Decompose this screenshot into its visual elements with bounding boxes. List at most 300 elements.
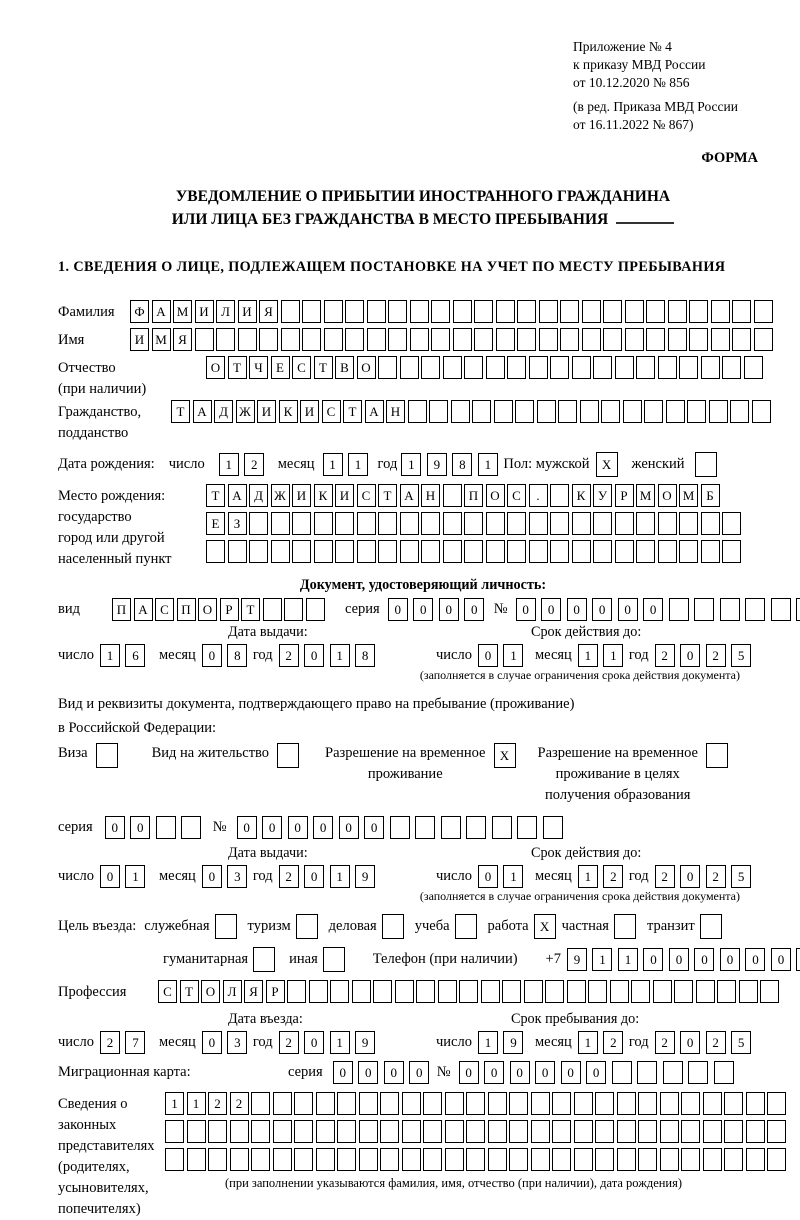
char-cell[interactable] [464,512,483,535]
char-cell[interactable] [574,1148,593,1171]
char-cell[interactable] [292,540,311,563]
char-cell[interactable]: Е [271,356,290,379]
char-cell[interactable]: 0 [694,948,714,971]
char-cell[interactable]: 0 [202,1031,222,1054]
char-cell[interactable] [395,980,414,1003]
char-cell[interactable] [380,1120,399,1143]
char-cell[interactable] [709,400,728,423]
char-cell[interactable]: Н [421,484,440,507]
char-cell[interactable] [345,300,364,323]
char-cell[interactable] [701,356,720,379]
char-cell[interactable]: 8 [452,453,472,476]
char-cell[interactable]: 1 [578,1031,598,1054]
char-cell[interactable] [263,598,282,621]
char-cell[interactable] [324,300,343,323]
char-cell[interactable] [722,512,741,535]
char-cell[interactable] [732,328,751,351]
char-cell[interactable]: Р [266,980,285,1003]
char-cell[interactable] [423,1148,442,1171]
char-cell[interactable] [588,980,607,1003]
char-cell[interactable] [309,980,328,1003]
char-cell[interactable] [464,356,483,379]
char-cell[interactable] [345,328,364,351]
char-cell[interactable] [552,1148,571,1171]
char-cell[interactable] [668,328,687,351]
char-cell[interactable] [543,816,563,839]
char-cell[interactable]: 0 [618,598,638,621]
char-cell[interactable] [638,1120,657,1143]
char-cell[interactable] [752,400,771,423]
char-cell[interactable] [615,540,634,563]
char-cell[interactable] [441,816,461,839]
char-cell[interactable]: Р [220,598,239,621]
char-cell[interactable] [380,1092,399,1115]
char-cell[interactable] [421,356,440,379]
char-cell[interactable]: Д [249,484,268,507]
char-cell[interactable]: 1 [478,1031,498,1054]
char-cell[interactable] [722,356,741,379]
char-cell[interactable] [367,328,386,351]
char-cell[interactable] [739,980,758,1003]
char-cell[interactable] [251,1120,270,1143]
char-cell[interactable] [509,1120,528,1143]
char-cell[interactable]: С [292,356,311,379]
char-cell[interactable] [703,1120,722,1143]
char-cell[interactable] [696,980,715,1003]
purpose-other-checkbox[interactable] [323,947,345,972]
char-cell[interactable] [531,1148,550,1171]
char-cell[interactable] [722,540,741,563]
char-cell[interactable] [552,1120,571,1143]
char-cell[interactable]: 5 [731,865,751,888]
temp-residence-education-checkbox[interactable] [706,743,728,768]
char-cell[interactable] [515,400,534,423]
char-cell[interactable] [443,540,462,563]
char-cell[interactable]: Т [206,484,225,507]
char-cell[interactable]: Н [386,400,405,423]
char-cell[interactable] [625,300,644,323]
char-cell[interactable] [582,300,601,323]
char-cell[interactable] [337,1092,356,1115]
char-cell[interactable]: Я [173,328,192,351]
char-cell[interactable] [595,1092,614,1115]
char-cell[interactable] [552,1092,571,1115]
purpose-work-checkbox[interactable]: X [534,914,556,939]
char-cell[interactable]: Е [206,512,225,535]
char-cell[interactable]: О [357,356,376,379]
char-cell[interactable]: 2 [655,865,675,888]
char-cell[interactable]: 1 [348,453,368,476]
char-cell[interactable]: 5 [731,644,751,667]
char-cell[interactable] [373,980,392,1003]
purpose-private-checkbox[interactable] [614,914,636,939]
char-cell[interactable] [701,512,720,535]
char-cell[interactable]: 0 [561,1061,581,1084]
char-cell[interactable] [746,1120,765,1143]
char-cell[interactable]: 0 [586,1061,606,1084]
char-cell[interactable] [357,540,376,563]
char-cell[interactable]: О [198,598,217,621]
char-cell[interactable] [443,356,462,379]
char-cell[interactable] [701,540,720,563]
char-cell[interactable]: 0 [413,598,433,621]
char-cell[interactable]: 0 [202,865,222,888]
char-cell[interactable] [724,1092,743,1115]
char-cell[interactable] [281,328,300,351]
char-cell[interactable]: У [593,484,612,507]
visa-checkbox[interactable] [96,743,118,768]
char-cell[interactable]: И [195,300,214,323]
char-cell[interactable]: 0 [439,598,459,621]
char-cell[interactable]: Т [343,400,362,423]
char-cell[interactable] [796,948,800,971]
char-cell[interactable] [679,512,698,535]
char-cell[interactable]: М [636,484,655,507]
char-cell[interactable] [711,300,730,323]
char-cell[interactable] [517,328,536,351]
char-cell[interactable] [658,356,677,379]
char-cell[interactable]: 3 [227,1031,247,1054]
char-cell[interactable]: 0 [262,816,282,839]
char-cell[interactable] [637,1061,657,1084]
char-cell[interactable] [337,1120,356,1143]
char-cell[interactable] [410,300,429,323]
char-cell[interactable]: 2 [230,1092,249,1115]
char-cell[interactable] [316,1120,335,1143]
char-cell[interactable] [617,1092,636,1115]
char-cell[interactable]: И [335,484,354,507]
char-cell[interactable]: Д [214,400,233,423]
char-cell[interactable] [388,328,407,351]
char-cell[interactable]: 0 [680,1031,700,1054]
char-cell[interactable] [771,598,791,621]
char-cell[interactable] [617,1148,636,1171]
char-cell[interactable] [625,328,644,351]
char-cell[interactable]: 0 [464,598,484,621]
char-cell[interactable]: 0 [333,1061,353,1084]
char-cell[interactable] [380,1148,399,1171]
char-cell[interactable] [668,300,687,323]
char-cell[interactable]: 6 [125,644,145,667]
char-cell[interactable] [644,400,663,423]
char-cell[interactable] [388,300,407,323]
char-cell[interactable] [595,1120,614,1143]
char-cell[interactable] [681,1092,700,1115]
char-cell[interactable] [249,540,268,563]
char-cell[interactable] [550,540,569,563]
char-cell[interactable] [745,598,765,621]
char-cell[interactable]: Т [171,400,190,423]
char-cell[interactable] [687,400,706,423]
char-cell[interactable] [486,356,505,379]
char-cell[interactable] [324,328,343,351]
char-cell[interactable] [558,400,577,423]
char-cell[interactable] [623,400,642,423]
char-cell[interactable] [466,816,486,839]
char-cell[interactable]: А [193,400,212,423]
char-cell[interactable] [402,1092,421,1115]
char-cell[interactable]: О [486,484,505,507]
char-cell[interactable] [754,300,773,323]
char-cell[interactable]: 0 [409,1061,429,1084]
char-cell[interactable] [529,540,548,563]
char-cell[interactable]: 0 [745,948,765,971]
char-cell[interactable] [603,300,622,323]
char-cell[interactable]: П [464,484,483,507]
char-cell[interactable]: С [158,980,177,1003]
char-cell[interactable] [251,1092,270,1115]
char-cell[interactable] [378,540,397,563]
char-cell[interactable] [720,598,740,621]
char-cell[interactable]: 0 [388,598,408,621]
char-cell[interactable] [230,1120,249,1143]
char-cell[interactable] [494,400,513,423]
char-cell[interactable] [507,540,526,563]
char-cell[interactable] [357,512,376,535]
char-cell[interactable] [631,980,650,1003]
char-cell[interactable] [390,816,410,839]
char-cell[interactable] [496,328,515,351]
char-cell[interactable]: 0 [484,1061,504,1084]
char-cell[interactable]: 2 [706,1031,726,1054]
char-cell[interactable] [378,356,397,379]
char-cell[interactable] [502,980,521,1003]
char-cell[interactable]: 1 [603,644,623,667]
char-cell[interactable]: Т [314,356,333,379]
char-cell[interactable]: И [292,484,311,507]
char-cell[interactable] [429,400,448,423]
char-cell[interactable] [711,328,730,351]
char-cell[interactable]: 0 [304,1031,324,1054]
char-cell[interactable] [582,328,601,351]
char-cell[interactable] [459,980,478,1003]
char-cell[interactable]: 1 [401,453,421,476]
char-cell[interactable] [466,1148,485,1171]
char-cell[interactable] [453,328,472,351]
char-cell[interactable]: 1 [478,453,498,476]
char-cell[interactable] [732,300,751,323]
char-cell[interactable] [359,1120,378,1143]
sex-female-checkbox[interactable] [695,452,717,477]
char-cell[interactable] [445,1092,464,1115]
char-cell[interactable] [208,1148,227,1171]
char-cell[interactable] [486,540,505,563]
char-cell[interactable] [572,540,591,563]
char-cell[interactable] [431,300,450,323]
char-cell[interactable]: 5 [731,1031,751,1054]
char-cell[interactable] [228,540,247,563]
char-cell[interactable]: 0 [541,598,561,621]
char-cell[interactable] [509,1092,528,1115]
char-cell[interactable] [466,1120,485,1143]
char-cell[interactable] [359,1148,378,1171]
char-cell[interactable] [273,1120,292,1143]
purpose-study-checkbox[interactable] [455,914,477,939]
char-cell[interactable] [658,540,677,563]
char-cell[interactable] [284,598,303,621]
char-cell[interactable] [302,300,321,323]
char-cell[interactable]: З [228,512,247,535]
char-cell[interactable] [539,328,558,351]
char-cell[interactable] [531,1092,550,1115]
char-cell[interactable] [689,328,708,351]
char-cell[interactable] [724,1148,743,1171]
char-cell[interactable]: 2 [706,644,726,667]
char-cell[interactable]: 0 [358,1061,378,1084]
char-cell[interactable] [612,1061,632,1084]
char-cell[interactable] [636,356,655,379]
char-cell[interactable] [593,356,612,379]
char-cell[interactable] [767,1092,786,1115]
char-cell[interactable] [615,356,634,379]
char-cell[interactable] [335,512,354,535]
char-cell[interactable] [694,598,714,621]
char-cell[interactable]: Ф [130,300,149,323]
char-cell[interactable] [507,512,526,535]
char-cell[interactable]: 2 [244,453,264,476]
char-cell[interactable]: К [314,484,333,507]
char-cell[interactable] [703,1092,722,1115]
char-cell[interactable] [679,356,698,379]
char-cell[interactable]: 2 [603,1031,623,1054]
char-cell[interactable] [488,1120,507,1143]
char-cell[interactable] [352,980,371,1003]
char-cell[interactable]: 0 [478,865,498,888]
char-cell[interactable]: Ж [236,400,255,423]
char-cell[interactable] [464,540,483,563]
char-cell[interactable]: М [679,484,698,507]
char-cell[interactable] [453,300,472,323]
char-cell[interactable] [292,512,311,535]
char-cell[interactable] [335,540,354,563]
char-cell[interactable]: К [279,400,298,423]
char-cell[interactable]: 0 [643,598,663,621]
char-cell[interactable]: 0 [516,598,536,621]
char-cell[interactable]: Л [223,980,242,1003]
char-cell[interactable]: А [228,484,247,507]
char-cell[interactable] [306,598,325,621]
char-cell[interactable]: М [173,300,192,323]
char-cell[interactable] [281,300,300,323]
char-cell[interactable] [402,1120,421,1143]
char-cell[interactable]: А [400,484,419,507]
char-cell[interactable] [251,1148,270,1171]
char-cell[interactable] [760,980,779,1003]
char-cell[interactable]: 1 [125,865,145,888]
char-cell[interactable]: 8 [227,644,247,667]
char-cell[interactable] [539,300,558,323]
char-cell[interactable]: О [658,484,677,507]
char-cell[interactable] [216,328,235,351]
char-cell[interactable]: 2 [279,644,299,667]
char-cell[interactable]: 0 [304,644,324,667]
char-cell[interactable] [603,328,622,351]
char-cell[interactable]: П [177,598,196,621]
char-cell[interactable]: 1 [219,453,239,476]
char-cell[interactable] [610,980,629,1003]
char-cell[interactable] [488,1148,507,1171]
char-cell[interactable]: 0 [130,816,150,839]
char-cell[interactable]: И [257,400,276,423]
char-cell[interactable] [574,1092,593,1115]
char-cell[interactable]: . [529,484,548,507]
char-cell[interactable]: И [130,328,149,351]
char-cell[interactable] [681,1148,700,1171]
char-cell[interactable] [330,980,349,1003]
char-cell[interactable] [431,328,450,351]
char-cell[interactable]: Л [216,300,235,323]
char-cell[interactable] [294,1120,313,1143]
char-cell[interactable]: 9 [503,1031,523,1054]
char-cell[interactable]: 8 [355,644,375,667]
char-cell[interactable]: 0 [643,948,663,971]
char-cell[interactable]: Т [378,484,397,507]
char-cell[interactable]: С [155,598,174,621]
char-cell[interactable] [472,400,491,423]
char-cell[interactable]: 0 [592,598,612,621]
char-cell[interactable] [689,300,708,323]
char-cell[interactable] [443,484,462,507]
char-cell[interactable]: 0 [535,1061,555,1084]
char-cell[interactable] [550,484,569,507]
char-cell[interactable]: 0 [680,865,700,888]
char-cell[interactable]: 2 [655,644,675,667]
char-cell[interactable] [208,1120,227,1143]
char-cell[interactable] [714,1061,734,1084]
char-cell[interactable] [529,512,548,535]
char-cell[interactable] [537,400,556,423]
char-cell[interactable] [187,1148,206,1171]
char-cell[interactable]: С [357,484,376,507]
char-cell[interactable]: 0 [478,644,498,667]
purpose-tourism-checkbox[interactable] [296,914,318,939]
char-cell[interactable]: 7 [125,1031,145,1054]
char-cell[interactable]: 1 [578,865,598,888]
char-cell[interactable] [567,980,586,1003]
char-cell[interactable] [423,1092,442,1115]
char-cell[interactable]: 9 [355,865,375,888]
char-cell[interactable] [230,1148,249,1171]
char-cell[interactable] [703,1148,722,1171]
char-cell[interactable] [294,1092,313,1115]
char-cell[interactable] [646,300,665,323]
char-cell[interactable]: В [335,356,354,379]
char-cell[interactable] [474,300,493,323]
char-cell[interactable]: 2 [100,1031,120,1054]
char-cell[interactable] [474,328,493,351]
char-cell[interactable] [507,356,526,379]
char-cell[interactable]: 1 [165,1092,184,1115]
char-cell[interactable] [517,300,536,323]
char-cell[interactable] [717,980,736,1003]
char-cell[interactable] [572,356,591,379]
char-cell[interactable] [445,1120,464,1143]
char-cell[interactable] [416,980,435,1003]
char-cell[interactable] [486,512,505,535]
char-cell[interactable]: М [152,328,171,351]
char-cell[interactable]: С [322,400,341,423]
char-cell[interactable] [636,540,655,563]
char-cell[interactable] [195,328,214,351]
char-cell[interactable]: 9 [567,948,587,971]
char-cell[interactable] [688,1061,708,1084]
char-cell[interactable]: 0 [459,1061,479,1084]
char-cell[interactable] [249,512,268,535]
char-cell[interactable]: 0 [313,816,333,839]
char-cell[interactable]: Т [228,356,247,379]
char-cell[interactable]: Т [180,980,199,1003]
char-cell[interactable] [408,400,427,423]
